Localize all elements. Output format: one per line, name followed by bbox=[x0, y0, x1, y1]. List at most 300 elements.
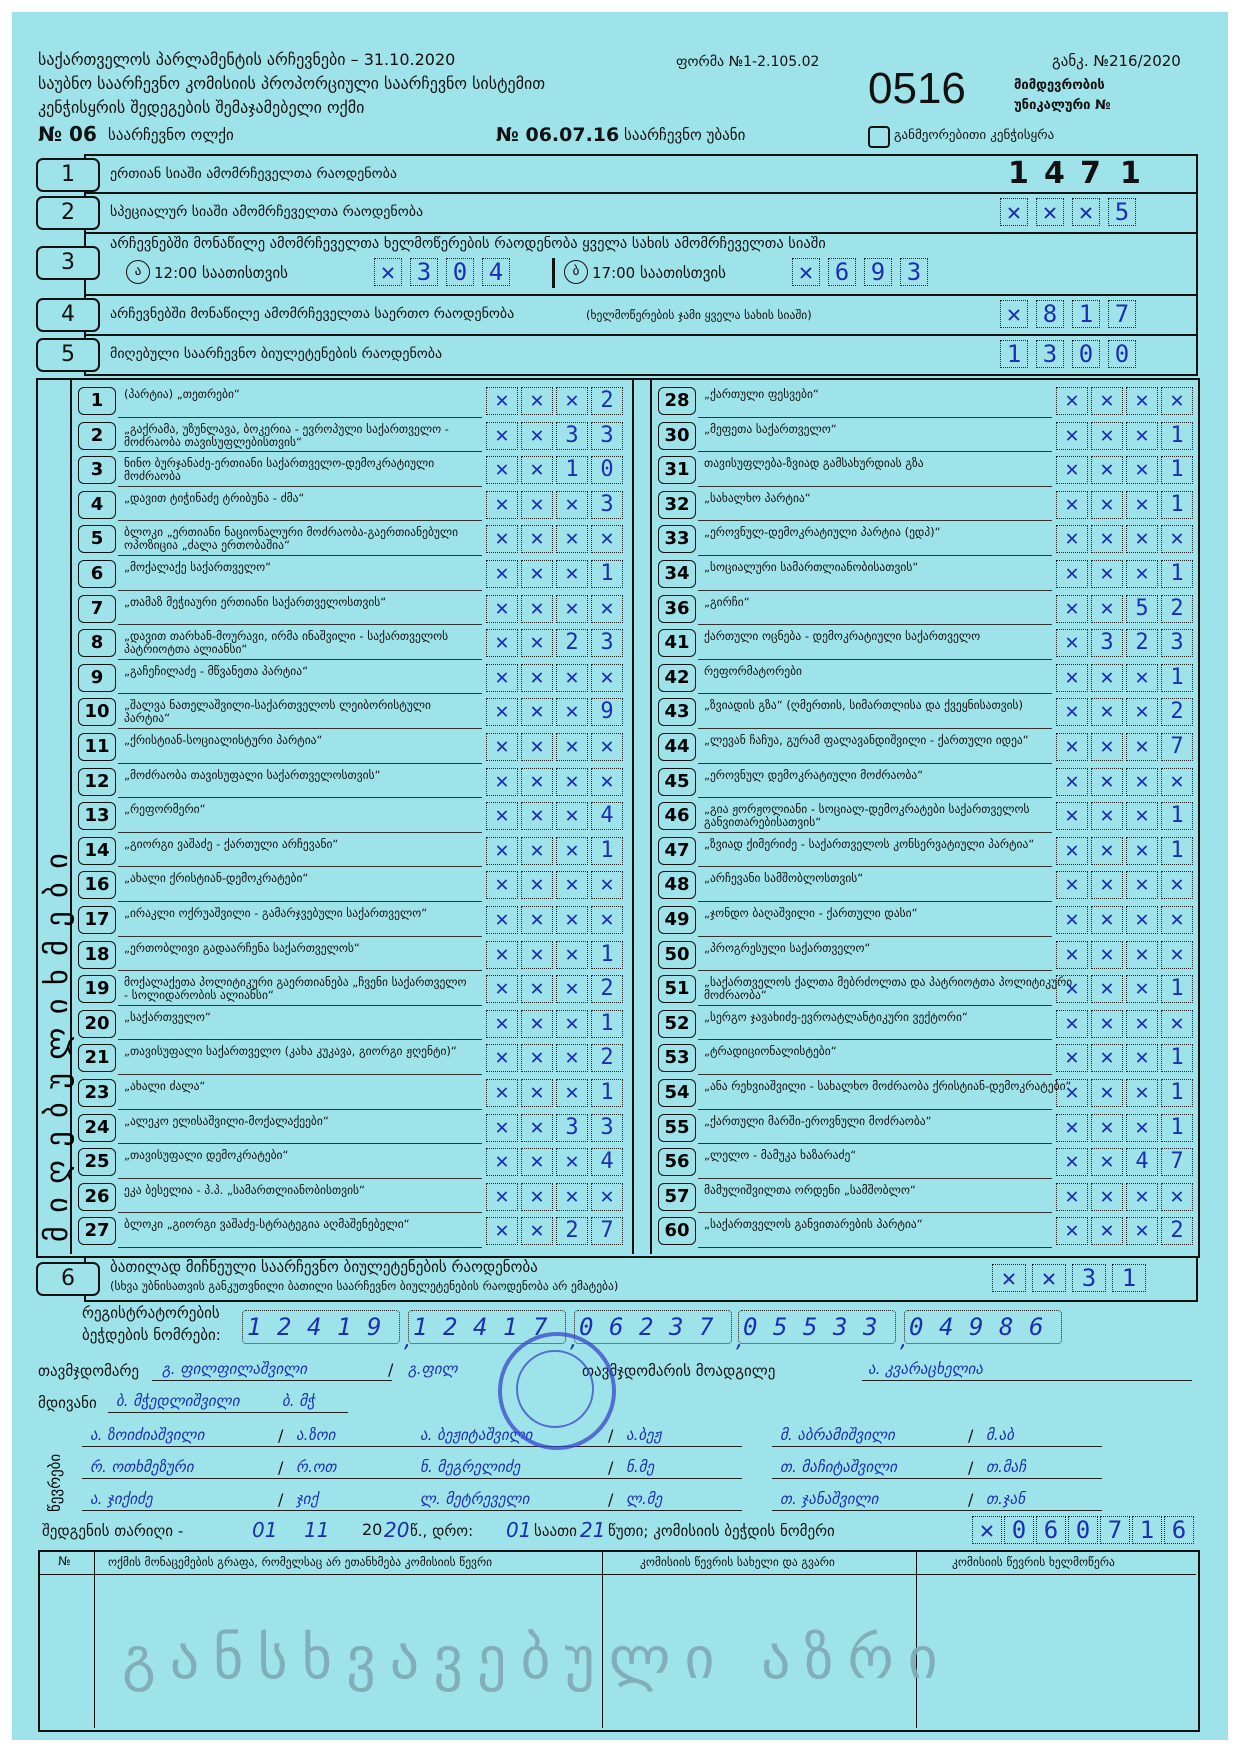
row-underline bbox=[698, 520, 1052, 521]
row-underline bbox=[118, 693, 482, 694]
row-underline bbox=[118, 624, 482, 625]
deputy-name: ა. კვარაცხელია bbox=[868, 1360, 984, 1378]
row-underline bbox=[698, 936, 1052, 937]
vote-digit: ✕ bbox=[521, 837, 553, 865]
party-number: 41 bbox=[658, 629, 696, 657]
member-name: მ. აბრამიშვილი bbox=[780, 1426, 895, 1444]
party-number: 33 bbox=[658, 525, 696, 553]
party-name: „შალვა ნათელაშვილი-საქართველოს ლეიბორისტული პარტია“ bbox=[124, 698, 431, 726]
vote-digit: 9 bbox=[591, 698, 623, 726]
member-line bbox=[412, 1510, 742, 1511]
vote-digit: ✕ bbox=[1056, 1217, 1088, 1245]
party-votes bbox=[486, 456, 622, 484]
party-number: 9 bbox=[78, 664, 116, 692]
member-name: თ. მაჩიტაშვილი bbox=[780, 1458, 897, 1476]
row-underline bbox=[118, 728, 482, 729]
member-name: ა. ზოიძიაშვილი bbox=[90, 1426, 205, 1444]
digit: 1 bbox=[1008, 156, 1029, 191]
vote-digit: ✕ bbox=[486, 1044, 518, 1072]
vote-digit: 2 bbox=[1161, 698, 1193, 726]
vote-digit: ✕ bbox=[486, 491, 518, 519]
vote-digit: ✕ bbox=[1126, 906, 1158, 934]
digit: 7 bbox=[1080, 156, 1101, 191]
vote-digit: ✕ bbox=[521, 456, 553, 484]
vote-digit: ✕ bbox=[1126, 1217, 1158, 1245]
vote-digit: ✕ bbox=[521, 525, 553, 553]
date-day: 01 bbox=[252, 1518, 278, 1542]
vote-digit: ✕ bbox=[556, 871, 588, 899]
vote-digit: 1 bbox=[591, 560, 623, 588]
secretary-signature: ბ. მჭ bbox=[282, 1392, 315, 1410]
row-underline bbox=[698, 797, 1052, 798]
vote-digit: ✕ bbox=[521, 975, 553, 1003]
party-votes bbox=[1056, 664, 1192, 692]
party-name: „ზვიადის გზა“ (ღმერთის, სიმართლისა და ქვეყნისათვის) bbox=[704, 698, 1024, 713]
vote-digit: ✕ bbox=[486, 975, 518, 1003]
vote-digit: ✕ bbox=[1056, 1010, 1088, 1038]
party-votes bbox=[486, 837, 622, 865]
row-underline bbox=[118, 936, 482, 937]
row-underline bbox=[698, 451, 1052, 452]
stamp-digit: 9 bbox=[367, 1313, 382, 1341]
stamp-digit: 1 bbox=[503, 1313, 518, 1341]
party-votes bbox=[1056, 1183, 1192, 1211]
row-underline bbox=[698, 1212, 1052, 1213]
vote-digit: ✕ bbox=[591, 664, 623, 692]
party-name: ბლოკი „გიორგი ვაშაძე-სტრატეგია აღმაშენებელი“ bbox=[124, 1217, 410, 1232]
party-name: „ჯონდო ბაღაშვილი - ქართული დასი“ bbox=[704, 906, 918, 920]
registrar-stamp bbox=[738, 1310, 896, 1344]
vote-digit: 2 bbox=[1161, 1217, 1193, 1245]
party-name: „ერთობლივი გადაარჩენა საქართველოს“ bbox=[124, 940, 360, 955]
row-underline bbox=[118, 1178, 482, 1179]
vote-digit: ✕ bbox=[1126, 698, 1158, 726]
party-number: 19 bbox=[78, 975, 116, 1003]
seal-digit: 6 bbox=[1036, 1516, 1066, 1544]
stub-label-2: უნიკალური № bbox=[1014, 98, 1111, 113]
vote-digit: ✕ bbox=[591, 733, 623, 761]
vote-digit: ✕ bbox=[1056, 387, 1088, 415]
vote-digit: 7 bbox=[591, 1217, 623, 1245]
vote-digit: ✕ bbox=[556, 1183, 588, 1211]
vote-digit: ✕ bbox=[1091, 906, 1123, 934]
stamp-digit: 4 bbox=[473, 1313, 488, 1341]
separator: / bbox=[968, 1490, 974, 1509]
party-votes bbox=[1056, 1148, 1192, 1176]
vote-digit: ✕ bbox=[1126, 768, 1158, 796]
divider bbox=[552, 258, 555, 288]
member-signature: მ.აბ bbox=[986, 1426, 1014, 1444]
vote-digit: ✕ bbox=[486, 837, 518, 865]
vote-digit: 1 bbox=[1161, 491, 1193, 519]
vote-digit: ✕ bbox=[591, 768, 623, 796]
party-number: 46 bbox=[658, 802, 696, 830]
party-number: 10 bbox=[78, 698, 116, 726]
row-underline bbox=[118, 520, 482, 521]
separator: / bbox=[278, 1458, 284, 1477]
party-number: 49 bbox=[658, 906, 696, 934]
vote-digit: ✕ bbox=[1161, 768, 1193, 796]
vote-digit: ✕ bbox=[1091, 1044, 1123, 1072]
separator: / bbox=[968, 1458, 974, 1477]
party-name: „მოქალაქე საქართველო“ bbox=[124, 560, 272, 574]
party-number: 45 bbox=[658, 768, 696, 796]
member-line bbox=[772, 1478, 1102, 1479]
vote-digit: 2 bbox=[556, 1217, 588, 1245]
party-number: 57 bbox=[658, 1183, 696, 1211]
stamp-digit: 6 bbox=[609, 1313, 624, 1341]
party-number: 7 bbox=[78, 595, 116, 623]
col-divider bbox=[94, 1550, 95, 1728]
party-number: 52 bbox=[658, 1010, 696, 1038]
stamp-digit: 0 bbox=[909, 1313, 924, 1341]
district-label: საარჩევნო ოლქი bbox=[108, 126, 234, 144]
party-name: „საქართველოს განვითარების პარტია“ bbox=[704, 1217, 923, 1232]
party-votes bbox=[1056, 768, 1192, 796]
digit: 0 bbox=[1108, 340, 1136, 368]
vote-digit: ✕ bbox=[486, 1183, 518, 1211]
separator: / bbox=[608, 1490, 614, 1509]
stamp-digit: 7 bbox=[699, 1313, 714, 1341]
row-underline bbox=[118, 590, 482, 591]
vote-digit: ✕ bbox=[486, 802, 518, 830]
party-name: „ლელო - მამუკა ხაზარაძე“ bbox=[704, 1148, 857, 1163]
row-underline bbox=[698, 1178, 1052, 1179]
seal-digit: 6 bbox=[1164, 1516, 1194, 1544]
party-name: მოქალაქეთა პოლიტიკური გაერთიანება „ჩვენი საქართველო - სოლიდარობის ალიანსი“ bbox=[124, 975, 467, 1003]
vote-digit: ✕ bbox=[1056, 1148, 1088, 1176]
party-votes bbox=[1056, 491, 1192, 519]
row-underline bbox=[698, 659, 1052, 660]
vote-digit: ✕ bbox=[1161, 871, 1193, 899]
stamp-digit: 1 bbox=[247, 1313, 262, 1341]
member-signature: თ.მაჩ bbox=[986, 1458, 1027, 1476]
invalid-note: (სხვა უბნისათვის განკუთვნილი ბათილი საარჩევნო ბიულეტენების რაოდენობა არ ემატება) bbox=[110, 1279, 619, 1293]
party-votes bbox=[486, 387, 622, 415]
digit: 7 bbox=[1108, 300, 1136, 328]
vote-digit: ✕ bbox=[486, 1010, 518, 1038]
vote-digit: ✕ bbox=[1126, 664, 1158, 692]
party-votes bbox=[1056, 387, 1192, 415]
vote-digit: ✕ bbox=[1056, 733, 1088, 761]
vote-digit: 2 bbox=[1126, 629, 1158, 657]
vote-digit: ✕ bbox=[556, 941, 588, 969]
vote-digit: ✕ bbox=[521, 698, 553, 726]
member-name: ნ. მეგრელიძე bbox=[420, 1458, 521, 1476]
party-number: 32 bbox=[658, 491, 696, 519]
party-votes bbox=[1056, 698, 1192, 726]
member-signature: ა.ბეჟ bbox=[626, 1426, 662, 1444]
party-number: 14 bbox=[78, 837, 116, 865]
deputy-label: თავმჯდომარის მოადგილე bbox=[582, 1362, 776, 1380]
vote-digit: ✕ bbox=[486, 1217, 518, 1245]
minute-label: წუთი; კომისიის ბეჭდის ნომერი bbox=[608, 1522, 835, 1540]
separator: / bbox=[388, 1360, 394, 1379]
row-underline bbox=[698, 555, 1052, 556]
vote-digit: ✕ bbox=[521, 629, 553, 657]
digit: 1 bbox=[1000, 340, 1028, 368]
vote-digit: ✕ bbox=[1091, 802, 1123, 830]
party-name: „მოძრაობა თავისუფალი საქართველოსთვის“ bbox=[124, 767, 381, 782]
vote-digit: ✕ bbox=[1091, 422, 1123, 450]
vote-digit: ✕ bbox=[1056, 525, 1088, 553]
stamp-digit: 5 bbox=[773, 1313, 788, 1341]
digit: 0 bbox=[446, 258, 474, 286]
vote-digit: ✕ bbox=[1056, 1079, 1088, 1107]
party-number: 56 bbox=[658, 1148, 696, 1176]
party-votes bbox=[1056, 941, 1192, 969]
party-votes bbox=[1056, 1079, 1192, 1107]
vote-digit: ✕ bbox=[1091, 871, 1123, 899]
vote-digit: ✕ bbox=[1126, 871, 1158, 899]
invalid-num: 6 bbox=[36, 1262, 100, 1296]
member-line bbox=[412, 1478, 742, 1479]
party-name: „ზვიად ქიმერიძე - საქართველოს კონსერვატიული პარტია“ bbox=[704, 836, 1035, 851]
vote-digit: ✕ bbox=[1056, 1114, 1088, 1142]
vote-digit: ✕ bbox=[521, 871, 553, 899]
party-name: „გირჩი“ bbox=[704, 594, 750, 609]
vote-digit: ✕ bbox=[1056, 698, 1088, 726]
vote-digit: ✕ bbox=[556, 733, 588, 761]
summary-num-2: 2 bbox=[36, 196, 100, 230]
subsection-a-marker: ა bbox=[126, 260, 150, 284]
digit: 3 bbox=[410, 258, 438, 286]
vote-digit: ✕ bbox=[486, 560, 518, 588]
party-name: „ეროვნულ-დემოკრატიული პარტია (ედპ)“ bbox=[704, 525, 941, 540]
party-number: 28 bbox=[658, 387, 696, 415]
vote-digit: ✕ bbox=[521, 560, 553, 588]
vote-digit: ✕ bbox=[1091, 1079, 1123, 1107]
subsection-b-marker: ბ bbox=[564, 260, 588, 284]
vote-digit: ✕ bbox=[486, 1079, 518, 1107]
registrar-stamp bbox=[574, 1310, 732, 1344]
protocol-serial: 0516 bbox=[868, 64, 966, 113]
form-number: ფორმა №1-2.105.02 bbox=[676, 54, 820, 70]
row-underline bbox=[118, 797, 482, 798]
vote-digit: ✕ bbox=[521, 387, 553, 415]
summary-num-4: 4 bbox=[36, 298, 100, 332]
digit: 3 bbox=[900, 258, 928, 286]
vote-digit: ✕ bbox=[1056, 975, 1088, 1003]
stamp-digit: 8 bbox=[999, 1313, 1014, 1341]
summary-label-4: არჩევნებში მონაწილე ამომრჩეველთა საერთო რაოდენობა bbox=[110, 306, 515, 322]
vote-digit: 1 bbox=[591, 1079, 623, 1107]
party-number: 12 bbox=[78, 768, 116, 796]
vote-digit: ✕ bbox=[556, 698, 588, 726]
vote-digit: ✕ bbox=[1091, 733, 1123, 761]
party-number: 16 bbox=[78, 871, 116, 899]
row-underline bbox=[698, 693, 1052, 694]
vote-digit: ✕ bbox=[556, 906, 588, 934]
member-line bbox=[82, 1510, 412, 1511]
vote-digit: ✕ bbox=[1091, 595, 1123, 623]
summary-label-4-note: (ხელმოწერების ჯამი ყველა სახის სიაში) bbox=[586, 308, 812, 322]
party-name: ეკა ბესელია - პ.პ. „სამართლიანობისთვის“ bbox=[124, 1182, 366, 1197]
party-votes bbox=[1056, 837, 1192, 865]
vote-digit: ✕ bbox=[486, 871, 518, 899]
party-name: „ქართული ფესვები“ bbox=[704, 387, 819, 401]
vote-digit: ✕ bbox=[1091, 975, 1123, 1003]
vote-digit: ✕ bbox=[521, 664, 553, 692]
party-name: „გიორგი ვაშაძე - ქართული არჩევანი“ bbox=[124, 836, 339, 851]
party-number: 13 bbox=[78, 802, 116, 830]
seal-digit: 1 bbox=[1132, 1516, 1162, 1544]
vote-digit: ✕ bbox=[1126, 1079, 1158, 1107]
member-signature: თ.ჯან bbox=[986, 1490, 1026, 1508]
seal-digit: 0 bbox=[1004, 1516, 1034, 1544]
party-name: „გაქრამა, უზუნლავა, ბოკერია - ევროპული საქართველო - მოძრაობა თავისუფლებისთვის“ bbox=[124, 421, 449, 449]
row-underline bbox=[698, 763, 1052, 764]
vote-digit: ✕ bbox=[1126, 560, 1158, 588]
vote-digit: 7 bbox=[1161, 733, 1193, 761]
party-name: „ტრადიციონალისტები“ bbox=[704, 1044, 837, 1059]
row-underline bbox=[698, 1039, 1052, 1040]
vote-digit: ✕ bbox=[1056, 422, 1088, 450]
party-votes bbox=[1056, 560, 1192, 588]
vote-digit: ✕ bbox=[556, 1148, 588, 1176]
party-name: „ანა რეხვიაშვილი - სახალხო მოძრაობა ქრისტიან-დემოკრატები“ bbox=[704, 1079, 1072, 1093]
vote-digit: ✕ bbox=[1056, 1044, 1088, 1072]
vote-digit: ✕ bbox=[486, 525, 518, 553]
vote-digit: ✕ bbox=[1126, 733, 1158, 761]
party-number: 18 bbox=[78, 941, 116, 969]
stamp-digit: 3 bbox=[863, 1313, 878, 1341]
vote-digit: ✕ bbox=[1056, 1183, 1088, 1211]
row-underline bbox=[118, 1074, 482, 1075]
digit: ✕ bbox=[1000, 300, 1028, 328]
vote-digit: ✕ bbox=[1091, 387, 1123, 415]
vote-digit: ✕ bbox=[556, 560, 588, 588]
digit: ✕ bbox=[792, 258, 820, 286]
vote-digit: ✕ bbox=[1091, 1217, 1123, 1245]
party-number: 36 bbox=[658, 595, 696, 623]
vote-digit: ✕ bbox=[521, 422, 553, 450]
vote-digit: ✕ bbox=[1056, 802, 1088, 830]
vote-digit: ✕ bbox=[556, 491, 588, 519]
vote-digit: ✕ bbox=[591, 595, 623, 623]
vote-digit: ✕ bbox=[591, 871, 623, 899]
party-votes bbox=[1056, 802, 1192, 830]
vote-digit: ✕ bbox=[1056, 560, 1088, 588]
vote-digit: ✕ bbox=[1126, 422, 1158, 450]
repeat-vote-label: განმეორებითი კენჭისყრა bbox=[894, 128, 1055, 143]
party-number: 47 bbox=[658, 837, 696, 865]
party-number: 23 bbox=[78, 1079, 116, 1107]
hour-label: საათი bbox=[534, 1522, 577, 1540]
vote-digit: ✕ bbox=[521, 1148, 553, 1176]
vote-digit: ✕ bbox=[556, 768, 588, 796]
digit: ✕ bbox=[1036, 198, 1064, 226]
summary-label-1: ერთიან სიაში ამომრჩეველთა რაოდენობა bbox=[110, 166, 397, 182]
vote-digit: ✕ bbox=[486, 733, 518, 761]
vote-digit: 1 bbox=[556, 456, 588, 484]
member-signature: ა.ზოი bbox=[296, 1426, 336, 1444]
vote-digit: ✕ bbox=[486, 422, 518, 450]
vote-digit: ✕ bbox=[1161, 1010, 1193, 1038]
stub-label-1: მიმდევრობის bbox=[1014, 78, 1105, 93]
digit: 1 bbox=[1072, 300, 1100, 328]
vote-digit: ✕ bbox=[486, 698, 518, 726]
seal-digit: ✕ bbox=[972, 1516, 1002, 1544]
vote-digit: ✕ bbox=[521, 941, 553, 969]
vote-digit: 1 bbox=[1161, 802, 1193, 830]
vote-digit: ✕ bbox=[1126, 1044, 1158, 1072]
row-underline bbox=[118, 1212, 482, 1213]
party-votes bbox=[486, 733, 622, 761]
stamp-digit: 3 bbox=[833, 1313, 848, 1341]
party-name: „ლევან ჩაჩუა, გურამ ფალავანდიშვილი - ქართული იდეა“ bbox=[704, 733, 1029, 747]
vote-digit: ✕ bbox=[1126, 456, 1158, 484]
party-name: „ეროვნულ დემოკრატიული მოძრაობა“ bbox=[704, 767, 924, 782]
party-name: „საქართველოს ქალთა მებრძოლთა და პატრიოტთა პოლიტიკური მოძრაობა“ bbox=[704, 975, 1073, 1003]
party-number: 48 bbox=[658, 871, 696, 899]
separator-comma: , bbox=[570, 1328, 577, 1353]
vote-digit: 2 bbox=[591, 1044, 623, 1072]
member-signature: ჯიქ bbox=[296, 1490, 319, 1508]
commission-title: საუბნო საარჩევნო კომისიის პროპორციული საარჩევნო სისტემით bbox=[38, 74, 546, 93]
row-underline bbox=[698, 590, 1052, 591]
vote-digit: 3 bbox=[1161, 629, 1193, 657]
vote-digit: ✕ bbox=[1126, 1183, 1158, 1211]
stamp-digit: 3 bbox=[669, 1313, 684, 1341]
stamp-digit: 2 bbox=[277, 1313, 292, 1341]
party-votes bbox=[486, 595, 622, 623]
vote-digit: 2 bbox=[591, 975, 623, 1003]
stamp-digit: 0 bbox=[579, 1313, 594, 1341]
party-number: 1 bbox=[78, 387, 116, 415]
member-line bbox=[82, 1446, 412, 1447]
row-underline bbox=[118, 832, 482, 833]
repeat-vote-checkbox[interactable] bbox=[868, 126, 890, 148]
member-name: თ. ჯანაშვილი bbox=[780, 1490, 879, 1508]
row-underline bbox=[118, 901, 482, 902]
votes-column-divider bbox=[632, 378, 652, 1254]
party-votes bbox=[486, 525, 622, 553]
party-votes bbox=[1056, 871, 1192, 899]
vote-digit: ✕ bbox=[486, 906, 518, 934]
party-votes bbox=[486, 1114, 622, 1142]
vote-digit: ✕ bbox=[486, 768, 518, 796]
vote-digit: ✕ bbox=[556, 802, 588, 830]
party-name: თავისუფლება-ზვიად გამსახურდიას გზა bbox=[704, 456, 924, 471]
col-sign: კომისიის წევრის ხელმოწერა bbox=[952, 1555, 1115, 1569]
vote-digit: ✕ bbox=[1126, 387, 1158, 415]
party-name: „ახალი ქრისტიან-დემოკრატები“ bbox=[124, 871, 309, 886]
party-number: 20 bbox=[78, 1010, 116, 1038]
row-underline bbox=[698, 624, 1052, 625]
party-name: „ალეკო ელისაშვილი-მოქალაქეები“ bbox=[124, 1113, 329, 1128]
party-votes bbox=[1056, 1010, 1192, 1038]
vote-digit: ✕ bbox=[1091, 941, 1123, 969]
summary-num-1: 1 bbox=[36, 158, 100, 192]
vote-digit: ✕ bbox=[486, 941, 518, 969]
separator-comma: , bbox=[736, 1328, 743, 1353]
row-underline bbox=[118, 659, 482, 660]
member-line bbox=[772, 1510, 1102, 1511]
row-underline bbox=[118, 763, 482, 764]
digit: 8 bbox=[1036, 300, 1064, 328]
vote-digit: ✕ bbox=[1091, 664, 1123, 692]
member-name: რ. ოთხმეზური bbox=[90, 1458, 194, 1476]
vote-digit: ✕ bbox=[1091, 1114, 1123, 1142]
party-number: 21 bbox=[78, 1044, 116, 1072]
vote-digit: ✕ bbox=[486, 1114, 518, 1142]
vote-digit: ✕ bbox=[1091, 1010, 1123, 1038]
row-underline bbox=[118, 1247, 482, 1248]
seal-digit: 7 bbox=[1100, 1516, 1130, 1544]
vote-digit: 1 bbox=[591, 1010, 623, 1038]
party-name: „მეფეთა საქართველო“ bbox=[704, 421, 837, 436]
